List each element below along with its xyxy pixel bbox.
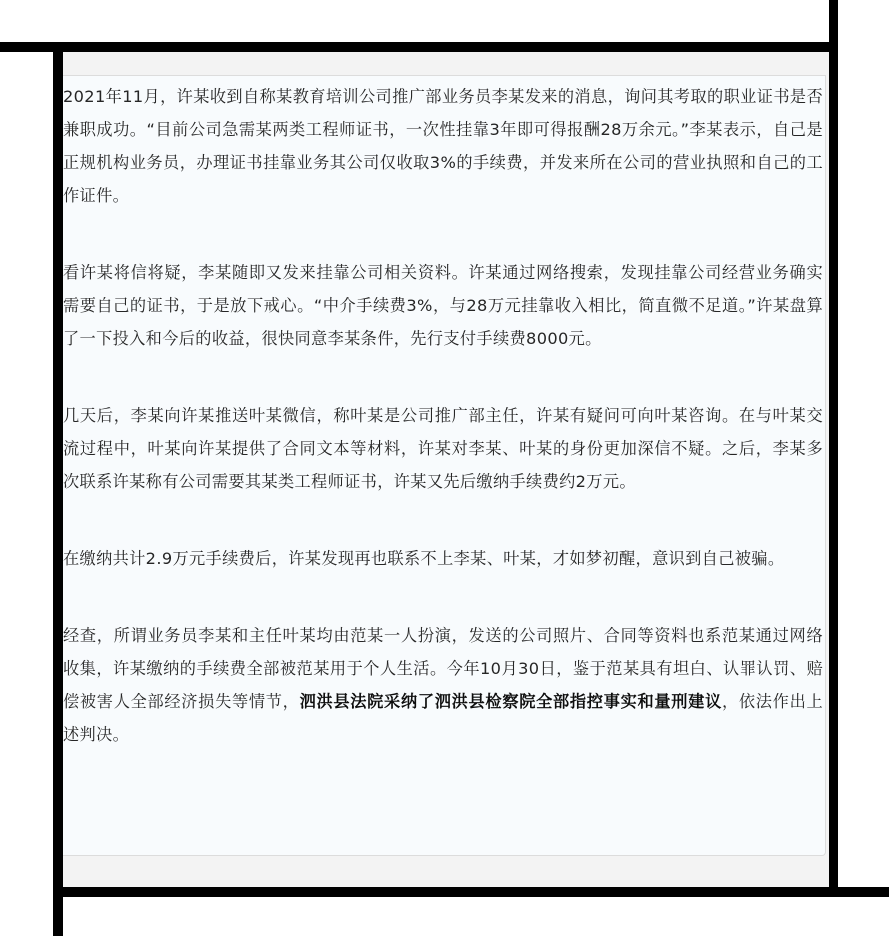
paragraph-1: 2021年11月，许某收到自称某教育培训公司推广部业务员李某发来的消息，询问其考取的职业证书是否兼职成功。“目前公司急需某两类工程师证书，一次性挂靠3年即可得报酬28万余元。”李某表示，自己是正规机构业务员，办理证书挂靠业务其公司仅收取3%的手续费，并发来所在公司的营业执照和自己的工作证件。 [63,87,823,205]
frame-line-top [0,42,838,52]
article-panel [63,52,829,887]
paragraph-4: 在缴纳共计2.9万元手续费后，许某发现再也联系不上李某、叶某，才如梦初醒，意识到自己被骗。 [63,549,785,568]
frame-line-bottom [53,887,889,897]
paragraph-5-tail: ，依法作出上述判决。 [63,692,824,744]
paragraph-5-lead: 经查，所谓业务员李某和主任叶某均由范某一人扮演，发送的公司照片、合同等资料也系范某通过网络收集，许某缴纳的手续费全部被范某用于个人生活。今年10月30日，鉴于范某具有坦白、认罪认罚、赔偿被害人全部经济损失等情节， [63,626,823,711]
paragraph-3: 几天后，李某向许某推送叶某微信，称叶某是公司推广部主任，许某有疑问可向叶某咨询。在与叶某交流过程中，叶某向许某提供了合同文本等材料，许某对李某、叶某的身份更加深信不疑。之后，李某多次联系许某称有公司需要其某类工程师证书，许某又先后缴纳手续费约2万元。 [63,406,823,491]
paragraph-5 [63,619,825,751]
frame-line-left [53,42,63,936]
paragraph-5-bold-highlight: 泗洪县法院采纳了泗洪县检察院全部指控事实和量刑建议 [299,692,722,711]
frame-line-right [829,0,838,897]
article-body [63,75,826,856]
paragraph-2: 看许某将信将疑，李某随即又发来挂靠公司相关资料。许某通过网络搜索，发现挂靠公司经营业务确实需要自己的证书，于是放下戒心。“中介手续费3%，与28万元挂靠收入相比，简直微不足道。”许某盘算了一下投入和今后的收益，很快同意李某条件，先行支付手续费8000元。 [63,263,823,348]
